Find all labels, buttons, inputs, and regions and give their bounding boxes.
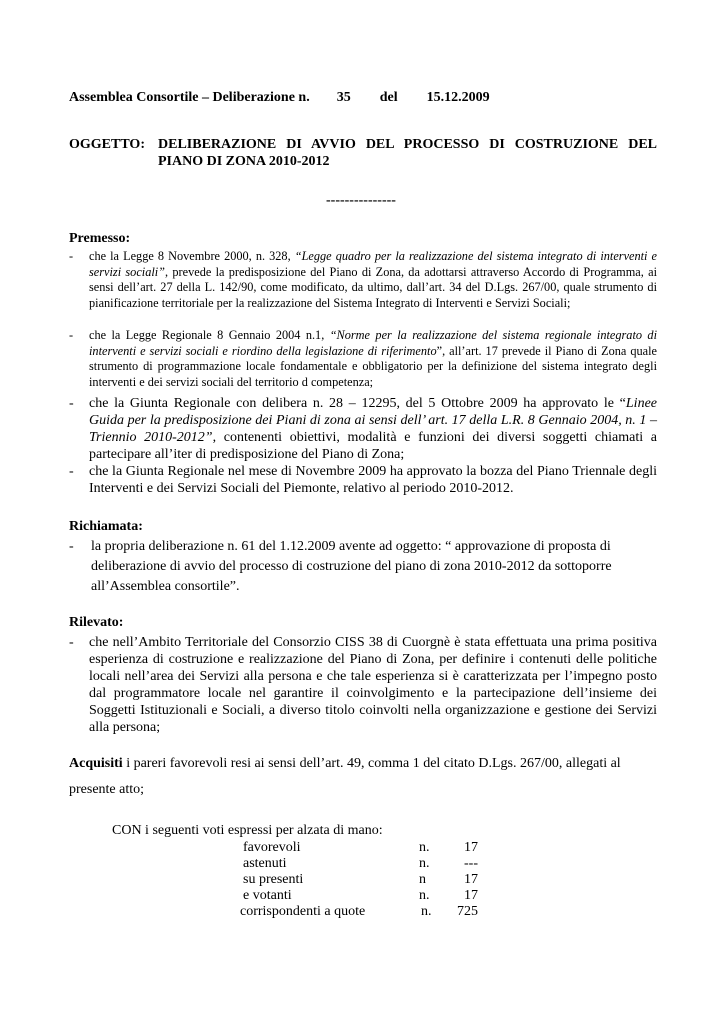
deliberation-number: 35 xyxy=(336,90,351,105)
rilevato-title: Rilevato: xyxy=(69,615,124,630)
subject-label: OGGETTO: xyxy=(69,137,145,152)
subject-line-2: PIANO DI ZONA 2010-2012 xyxy=(158,154,330,169)
rilevato-item: - che nell’Ambito Territoriale del Consorzio CISS 38 di Cuorgnè è stata effettuata una prima positiva esperienza di costruzione e realizzazione del Piano di Zona, per definire i contenuti delle politiche locali nell’area dei Servizi alla persona e che tale esperienza si è caratterizzata per l’impegno posto dal programmatore locale nel garantire il coinvolgimento e la partecipazione dell’insieme dei Soggetti Istituzionali e Sociali, a diverso titolo coinvolti nella organizzazione e gestione dei Servizi alla persona; xyxy=(69,635,657,735)
list-item: - che la Giunta Regionale con delibera n. 28 – 12295, del 5 Ottobre 2009 ha approvato le “Linee Guida per la predisposizione dei Piani di zona ai sensi dell’ art. 17 della L.R. 8 Gennaio 2004, n. 1 – Triennio 2010-2012”, contenenti obiettivi, modalità e funzioni dei diversi soggetti chiamati a partecipare all’iter di predisposizione del Piano di Zona; xyxy=(69,396,658,462)
list-item: - che la Legge 8 Novembre 2000, n. 328, “Legge quadro per la realizzazione del sistema integrato di interventi e servizi sociali”, prevede la predisposizione del Piano di Zona, da adottarsi attraverso Accordo di Programma, ai sensi dell’art. 27 della L. 142/90, come modificato, da ultimo, dall’art. 34 del D.Lgs. 267/00, quale strumento di pianificazione territoriale per la realizzazione del Sistema Integrato di Interventi e Servizi Sociali; xyxy=(69,249,657,310)
list-item: - che la Legge Regionale 8 Gennaio 2004 n.1, “Norme per la realizzazione del sistema regionale integrato di interventi e servizi sociali e riordino della legislazione di riferimento”, all’art. 17 prevede il Piano di Zona quale strumento di programmazione locale fondamentale e obbligatorio per la definizione del sistema integrato degli interventi e dei servizi sociali del territorio d competenza; xyxy=(69,328,657,389)
richiamata-text: la propria deliberazione n. 61 del 1.12.2009 avente ad oggetto: “ approvazione di proposta di deliberazione di avvio del processo di costruzione del piano di zona 2010-2012 da sottoporre all’Assemblea consortile”. xyxy=(91,539,612,594)
premesso-title: Premesso: xyxy=(69,231,131,246)
richiamata-title: Richiamata: xyxy=(69,519,143,534)
separator: --------------- xyxy=(326,193,396,208)
del-word: del xyxy=(379,90,398,105)
assembly-label: Assemblea Consortile – Deliberazione n. xyxy=(69,90,310,105)
deliberation-header xyxy=(69,90,490,106)
rilevato-text: che nell’Ambito Territoriale del Consorzio CISS 38 di Cuorgnè è stata effettuata una prima positiva esperienza di costruzione e realizzazione del Piano di Zona, per definire i contenuti delle politiche locali nell’area dei Servizi alla persona e che tale esperienza si è caratterizzata per l’impegno posto dal programmatore locale nel garantire il coinvolgimento e la partecipazione dell’insieme dei Soggetti Istituzionali e Sociali, a diverso titolo coinvolti nella organizzazione e gestione dei Servizi alla persona; xyxy=(89,635,657,735)
premesso-list xyxy=(69,249,657,391)
premesso-list-continued xyxy=(69,395,657,497)
richiamata-item: - la propria deliberazione n. 61 del 1.12.2009 avente ad oggetto: “ approvazione di proposta di deliberazione di avvio del processo di costruzione del piano di zona 2010-2012 da sottoporre all’Assemblea consortile”. xyxy=(69,537,657,597)
acquisiti-line-1: Acquisiti i pareri favorevoli resi ai sensi dell’art. 49, comma 1 del citato D.Lgs. 267/00, allegati al xyxy=(69,756,621,771)
votes-intro: CON i seguenti voti espressi per alzata di mano: xyxy=(112,823,383,838)
acquisiti-label: Acquisiti xyxy=(69,756,123,771)
subject-line-1: DELIBERAZIONE DI AVVIO DEL PROCESSO DI COSTRUZIONE DEL xyxy=(158,137,657,152)
deliberation-date: 15.12.2009 xyxy=(426,90,490,105)
votes-table: favorevoli n. 17 astenuti n. --- su presenti n 17 e votanti n. 17 corrispondenti a quote n. 725 xyxy=(240,840,478,919)
list-item: - che la Giunta Regionale nel mese di Novembre 2009 ha approvato la bozza del Piano Triennale degli Interventi e dei Servizi Sociali del Piemonte, relativo al periodo 2010-2012. xyxy=(69,464,657,496)
acquisiti-line-2: presente atto; xyxy=(69,782,145,797)
